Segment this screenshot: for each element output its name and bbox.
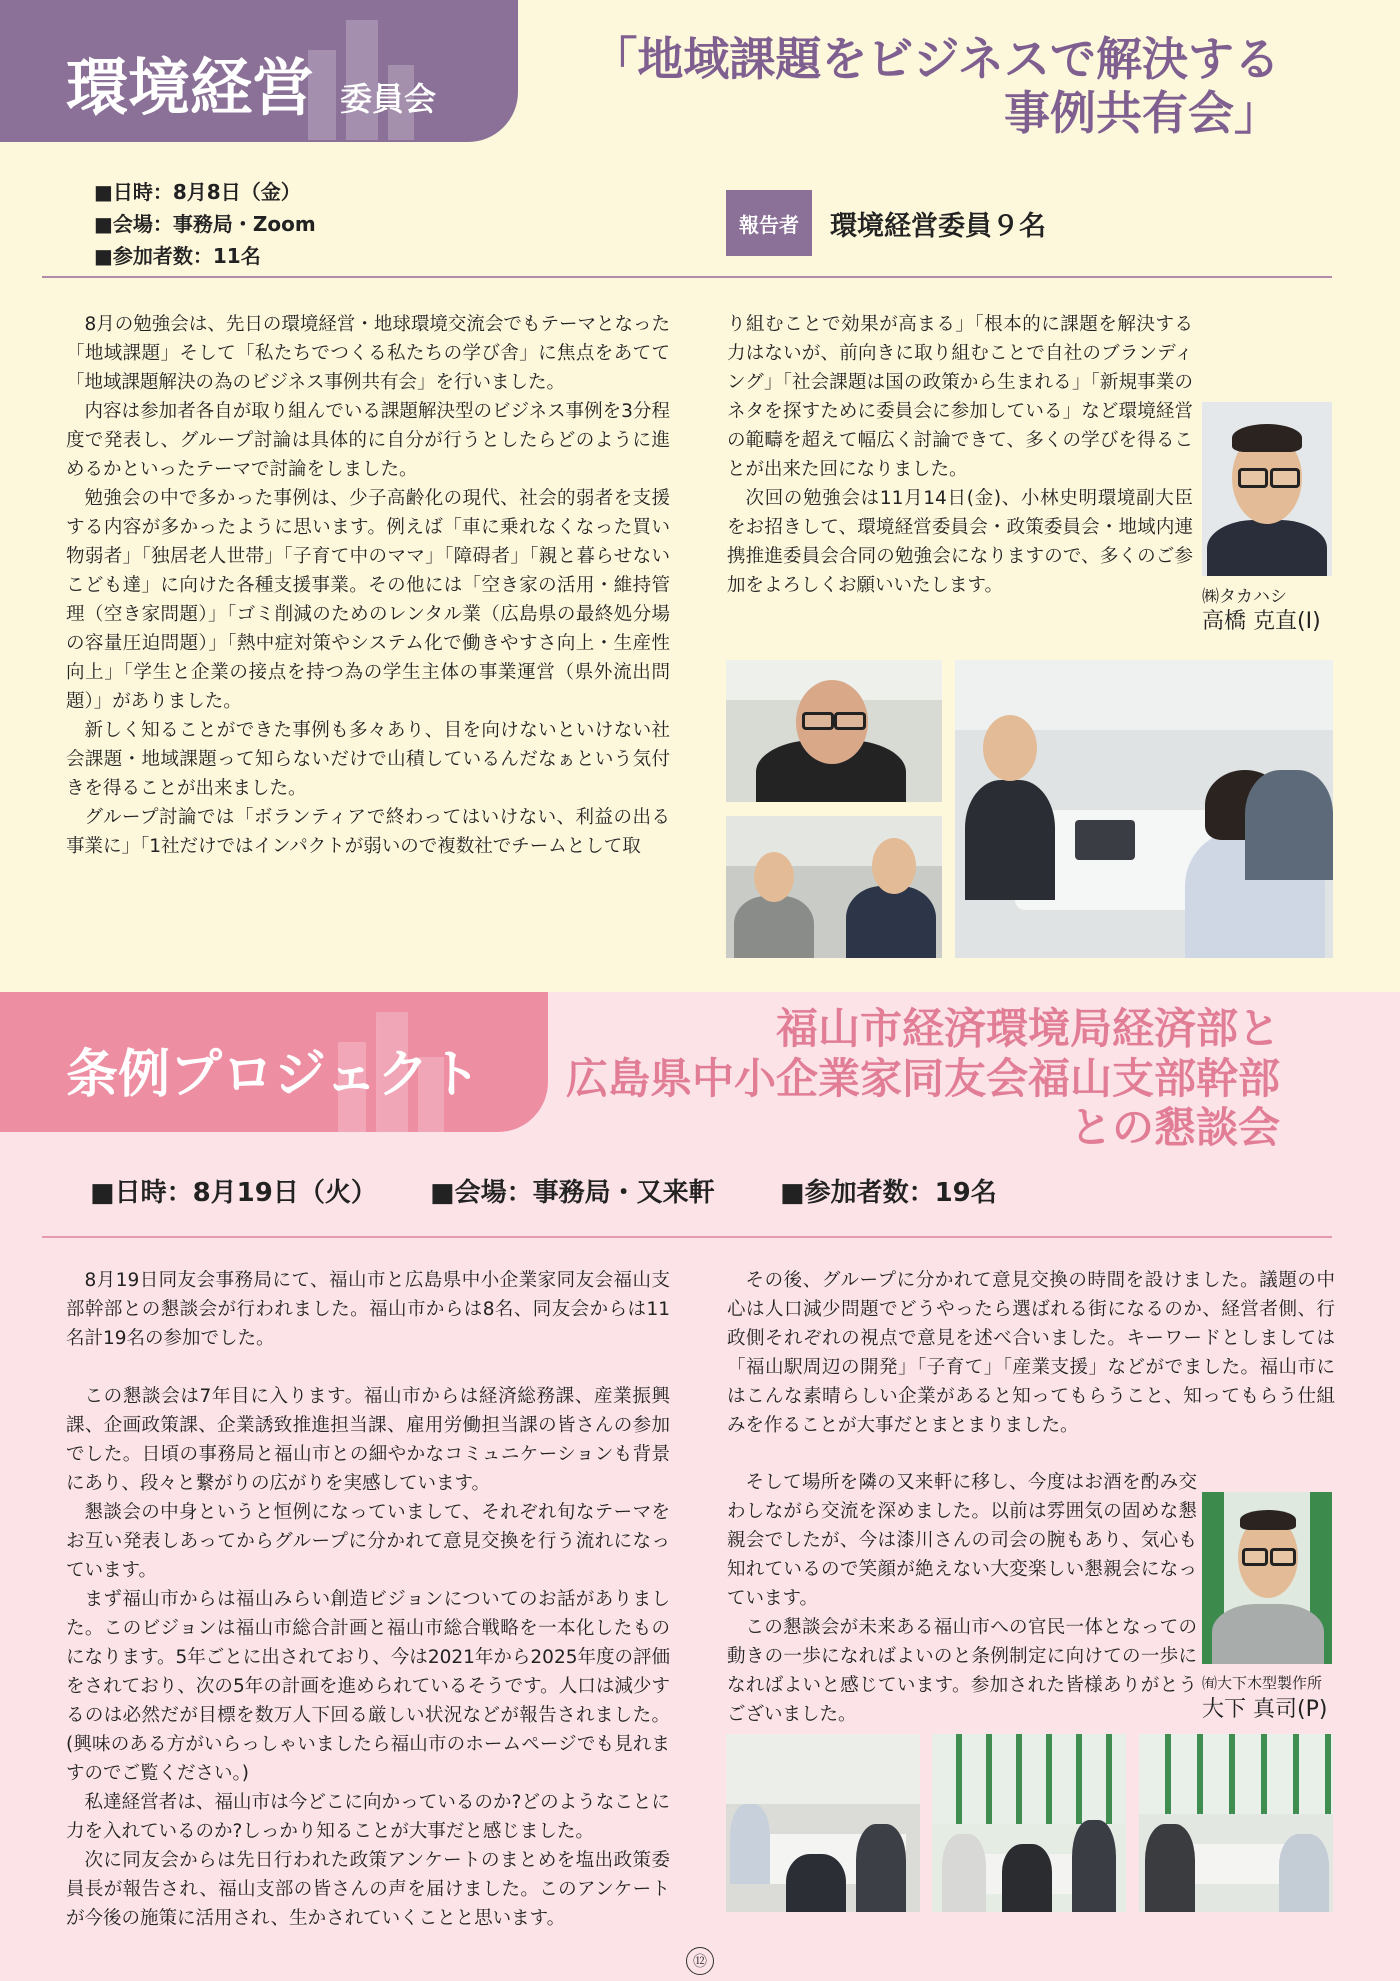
company-name: ㈱タカハシ	[1202, 587, 1287, 607]
paragraph: 次に同友会からは先日行われた政策アンケートのまとめを塩出政策委員長が報告され、福山支部の皆さんの声を届けました。このアンケートが今後の施策に活用され、生かされていくことと思います。	[66, 1850, 670, 1929]
paragraph: 次回の勉強会は11月14日(金)、小林史明環境副大臣をお招きして、環境経営委員会・政策委員会・地域内連携推進委員会合同の勉強会になりますので、多くのご参加をよろしくお願いいたします。	[727, 488, 1193, 596]
meeting-photo	[726, 816, 942, 958]
person-name: 高橋 克直(I)	[1202, 609, 1321, 634]
section-title: 条例プロジェクト	[66, 1045, 481, 1105]
paragraph: 新しく知ることができた事例も多々あり、目を向けないといけない社会課題・地域課題って知らないだけで山積しているんだなぁという気付きを得ることが出来ました。	[66, 720, 670, 799]
divider	[42, 1236, 1332, 1238]
paragraph: まず福山市からは福山みらい創造ビジョンについてのお話がありました。このビジョンは福山市総合計画と福山市総合戦略を一本化したものになります。5年ごとに出されており、今は2021年から2025年度の評価をされており、次の5年の計画を進められているそうです。人口は減少するのは必然だが目標を数万人下回る厳しい状況などが報告されました。(興味のある方がいらっしゃいましたら福山市のホームページでも見れますのでご覧ください。)	[66, 1589, 670, 1784]
paragraph: 懇談会の中身というと恒例になっていまして、それぞれ旬なテーマをお互い発表しあってからグループに分かれて意見交換を行う流れになっています。	[66, 1502, 670, 1581]
section-headline: 福山市経済環境局経済部と 広島県中小企業家同友会福山支部幹部 との懇談会	[565, 1004, 1280, 1153]
article-column-left	[66, 1266, 670, 1933]
reporter-portrait	[1202, 1492, 1332, 1664]
paragraph: 8月19日同友会事務局にて、福山市と広島県中小企業家同友会福山支部幹部との懇談会が行われました。福山市からは8名、同友会からは11名計19名の参加でした。	[66, 1270, 670, 1349]
meeting-photo	[726, 1734, 920, 1912]
paragraph: 8月の勉強会は、先日の環境経営・地球環境交流会でもテーマとなった「地域課題」そして「私たちでつくる私たちの学び舎」に焦点をあてて「地域課題解決の為のビジネス事例共有会」を行いました。	[66, 314, 670, 393]
paragraph: そして場所を隣の又来軒に移し、今度はお酒を酌み交わしながら交流を深めました。以前は雰囲気の固めな懇親会でしたが、今は漆川さんの司会の腕もあり、気心も知れているので笑顔が絶えない大変楽しい懇親会になっています。	[727, 1472, 1197, 1609]
paragraph: 私達経営者は、福山市は今どこに向かっているのか?どのようなことに力を入れているのか?しっかり知ることが大事だと感じました。	[66, 1792, 670, 1842]
section-title: 環境経営	[66, 51, 315, 124]
reporter-name: 環境経営委員９名	[830, 211, 1046, 242]
event-attendees: ■参加者数：11名	[94, 244, 261, 268]
event-date: ■日時：8月8日（金）	[94, 180, 301, 204]
reporter-badge: 報告者	[726, 190, 812, 256]
meeting-photo	[932, 1734, 1126, 1912]
article-column-left	[66, 310, 670, 861]
event-details	[94, 176, 316, 272]
paragraph: 内容は参加者各自が取り組んでいる課題解決型のビジネス事例を3分程度で発表し、グループ討論は具体的に自分が行うとしたらどのように進めるかといったテーマで討論をしました。	[66, 401, 670, 480]
article-column-right-top	[727, 1266, 1335, 1440]
paragraph: この懇談会は7年目に入ります。福山市からは経済総務課、産業振興課、企画政策課、企業誘致推進担当課、雇用労働担当課の皆さんの参加でした。日頃の事務局と福山市との細やかなコミュニケーションも背景にあり、段々と繋がりの広がりを実感しています。	[66, 1386, 670, 1494]
event-date: ■日時：8月19日（火）	[90, 1178, 377, 1208]
paragraph: その後、グループに分かれて意見交換の時間を設けました。議題の中心は人口減少問題でどうやったら選ばれる街になるのか、経営者側、行政側それぞれの視点で意見を述べ合いました。キーワードとしましては「福山駅周辺の開発」「子育て」「産業支援」などがでました。福山市にはこんな素晴らしい企業があると知ってもらうこと、知ってもらう仕組みを作ることが大事だとまとまりました。	[727, 1270, 1335, 1436]
reporter-portrait	[1202, 402, 1332, 576]
company-name: ㈲大下木型製作所	[1202, 1674, 1323, 1692]
divider	[42, 276, 1332, 278]
paragraph: り組むことで効果が高まる」「根本的に課題を解決する力はないが、前向きに取り組むことで自社のブランディング」「社会課題は国の政策から生まれる」「新規事業のネタを探すために委員会に参加している」など環境経営の範疇を超えて幅広く討論できて、多くの学びを得ることが出来た回になりました。	[727, 314, 1193, 480]
event-venue: ■会場：事務局・又来軒	[430, 1178, 715, 1208]
event-venue: ■会場：事務局・Zoom	[94, 212, 316, 236]
event-attendees: ■参加者数：19名	[780, 1178, 997, 1208]
meeting-photo	[955, 660, 1333, 958]
section-subtitle: 委員会	[340, 80, 437, 118]
meeting-photo	[1139, 1734, 1333, 1912]
article-column-right-bottom	[727, 1468, 1197, 1729]
section-tab	[0, 0, 518, 142]
paragraph: この懇談会が未来ある福山市への官民一体となっての動きの一歩になればよいのと条例制定に向けての一歩になればよいと感じています。参加された皆様ありがとうございました。	[727, 1617, 1197, 1725]
person-name: 大下 真司(P)	[1202, 1697, 1328, 1722]
meeting-photo	[726, 660, 942, 802]
section-headline: 「地域課題をビジネスで解決する 事例共有会」	[591, 32, 1280, 141]
page-number: ⑫	[686, 1947, 714, 1975]
article-column-right	[727, 310, 1193, 600]
section-tab	[0, 992, 548, 1132]
paragraph: 勉強会の中で多かった事例は、少子高齢化の現代、社会的弱者を支援する内容が多かったように思います。例えば「車に乗れなくなった買い物弱者」「独居老人世帯」「子育て中のママ」「障碍者」「親と暮らせないこども達」に向けた各種支援事業。その他には「空き家の活用・維持管理（空き家問題）」「ゴミ削減のためのレンタル業（広島県の最終処分場の容量圧迫問題）」「熱中症対策やシステム化で働きやすさ向上・生産性向上」「学生と企業の接点を持つ為の学生主体の事業運営（県外流出問題）」がありました。	[66, 488, 670, 712]
paragraph: グループ討論では「ボランティアで終わってはいけない、利益の出る事業に」「1社だけではインパクトが弱いので複数社でチームとして取	[66, 807, 670, 857]
